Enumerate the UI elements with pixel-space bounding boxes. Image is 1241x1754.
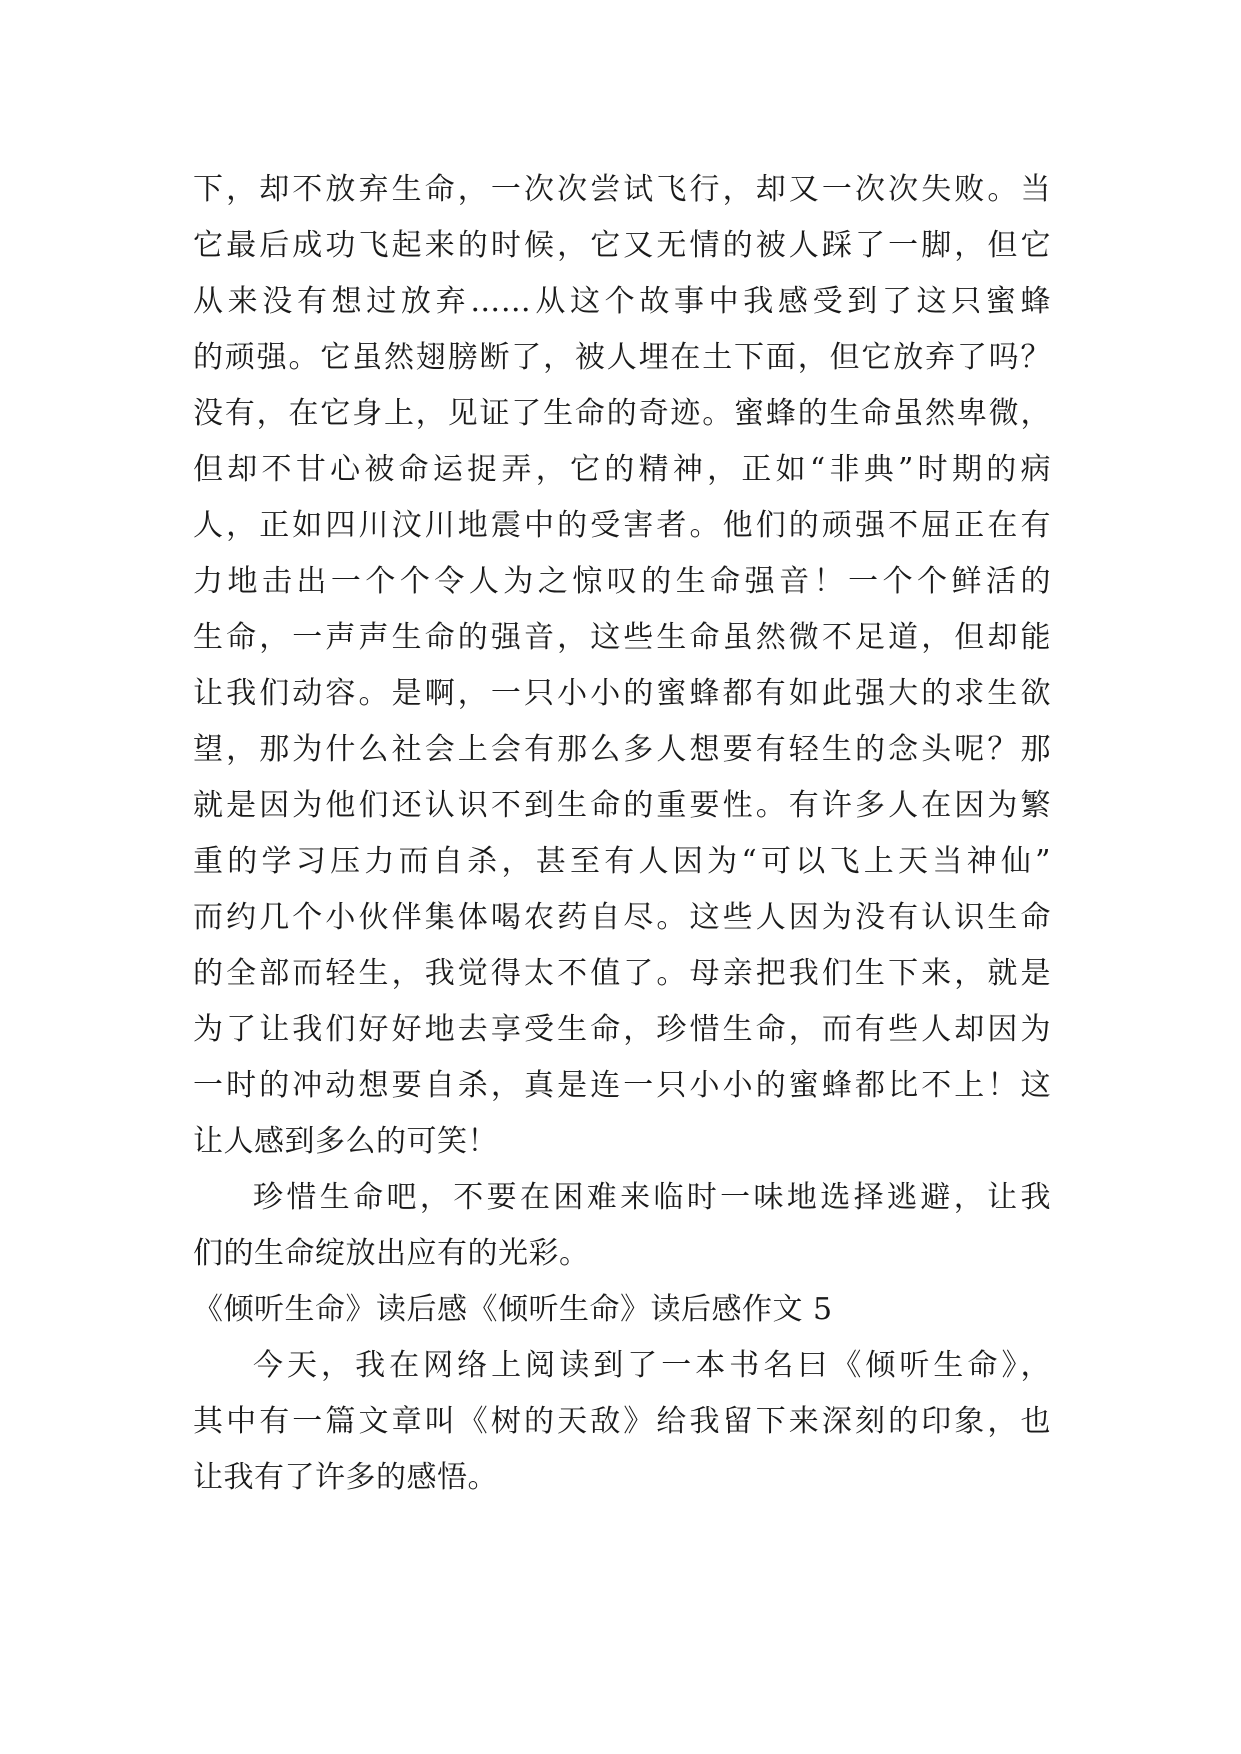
text-line: 为了让我们好好地去享受生命，珍惜生命，而有些人却因为 xyxy=(193,1012,1051,1047)
text-line: 人，正如四川汶川地震中的受害者。他们的顽强不屈正在有 xyxy=(193,508,1051,543)
text-line: 珍惜生命吧，不要在困难来临时一味地选择逃避，让我 xyxy=(253,1180,1051,1215)
text-line: 它最后成功飞起来的时候，它又无情的被人踩了一脚，但它 xyxy=(193,228,1051,263)
section-heading xyxy=(193,1282,1051,1338)
paragraph-2 xyxy=(193,1170,1051,1282)
heading-line: 《倾听生命》读后感《倾听生命》读后感作文 5 xyxy=(193,1292,833,1327)
text-line: 今天，我在网络上阅读到了一本书名曰《倾听生命》， xyxy=(253,1348,1051,1383)
text-line: 下，却不放弃生命，一次次尝试飞行，却又一次次失败。当 xyxy=(193,172,1051,207)
text-line: 望，那为什么社会上会有那么多人想要有轻生的念头呢？那 xyxy=(193,732,1051,767)
text-line: 的顽强。它虽然翅膀断了，被人埋在土下面，但它放弃了吗？ xyxy=(193,340,1051,375)
text-line: 的全部而轻生，我觉得太不值了。母亲把我们生下来，就是 xyxy=(193,956,1051,991)
text-line: 生命，一声声生命的强音，这些生命虽然微不足道，但却能 xyxy=(193,620,1051,655)
text-line: 重的学习压力而自杀，甚至有人因为“可以飞上天当神仙” xyxy=(193,844,1051,879)
text-line: 们的生命绽放出应有的光彩。 xyxy=(193,1236,590,1271)
text-line: 但却不甘心被命运捉弄，它的精神，正如“非典”时期的病 xyxy=(193,452,1051,487)
text-line: 而约几个小伙伴集体喝农药自尽。这些人因为没有认识生命 xyxy=(193,900,1051,935)
paragraph-1 xyxy=(193,162,1051,1170)
text-line: 让人感到多么的可笑！ xyxy=(193,1124,498,1159)
text-line: 一时的冲动想要自杀，真是连一只小小的蜜蜂都比不上！这 xyxy=(193,1068,1051,1103)
text-line: 让我们动容。是啊，一只小小的蜜蜂都有如此强大的求生欲 xyxy=(193,676,1051,711)
document-body xyxy=(193,162,1051,1506)
text-line: 其中有一篇文章叫《树的天敌》给我留下来深刻的印象，也 xyxy=(193,1404,1051,1439)
text-line: 让我有了许多的感悟。 xyxy=(193,1460,498,1495)
text-line: 从来没有想过放弃……从这个故事中我感受到了这只蜜蜂 xyxy=(193,284,1051,319)
paragraph-3 xyxy=(193,1338,1051,1506)
text-line: 力地击出一个个令人为之惊叹的生命强音！一个个鲜活的 xyxy=(193,564,1051,599)
text-line: 没有，在它身上，见证了生命的奇迹。蜜蜂的生命虽然卑微， xyxy=(193,396,1051,431)
text-line: 就是因为他们还认识不到生命的重要性。有许多人在因为繁 xyxy=(193,788,1051,823)
